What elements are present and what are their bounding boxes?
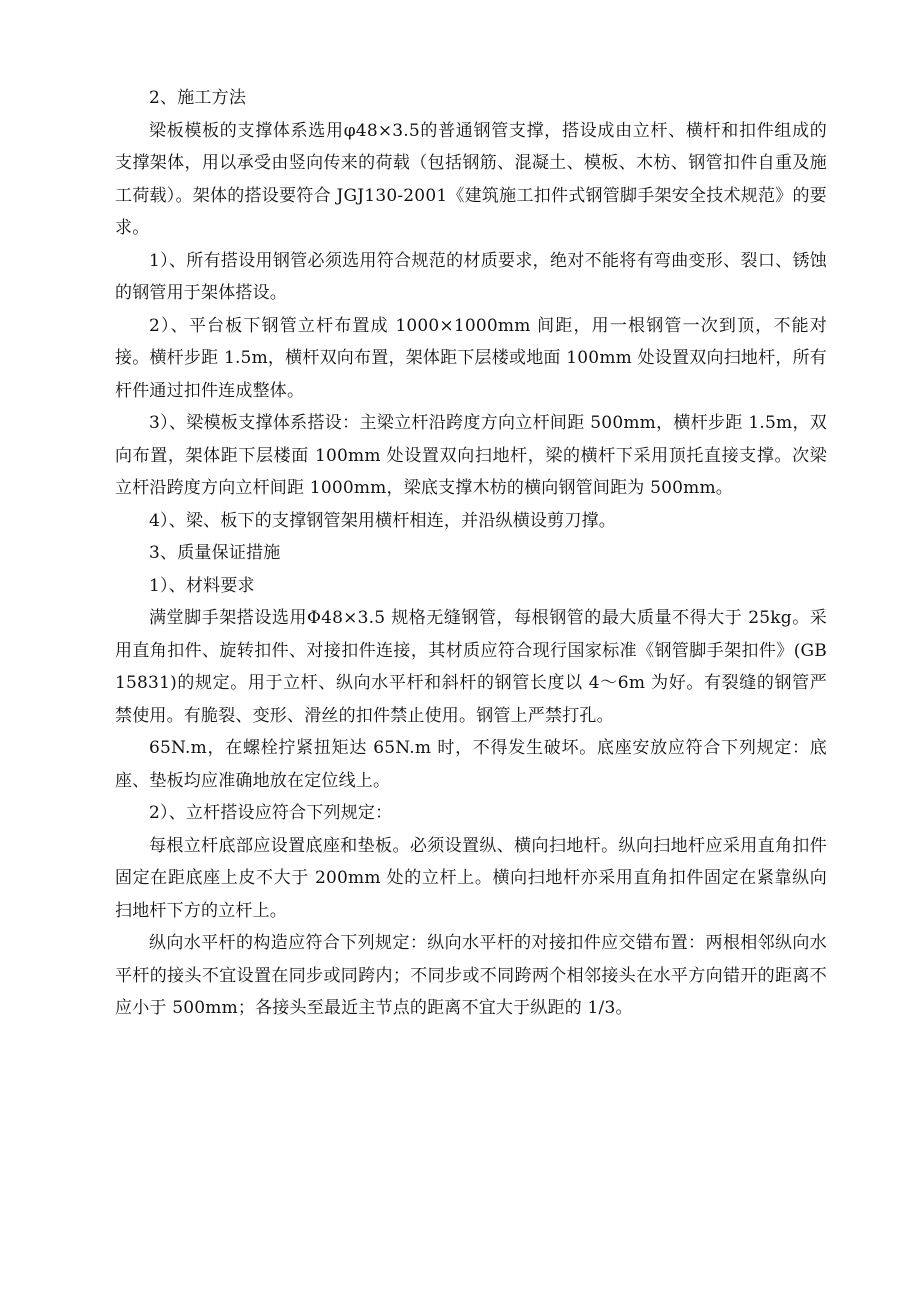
paragraph-horizontal-bar: 纵向水平杆的构造应符合下列规定：纵向水平杆的对接扣件应交错布置：两根相邻纵向水平杆的接头不宜设置在同步或同跨内；不同步或不同跨两个相邻接头在水平方向错开的距离不应小于 500mm；各接头至最近主节点的距离不宜大于纵距的 1/3。 [115,933,827,1018]
section-heading-construction-method: 2、施工方法 [149,88,247,108]
paragraph-bolt-torque: 65N.m，在螺栓拧紧扭矩达 65N.m 时，不得发生破坏。底座安放应符合下列规定：底座、垫板均应准确地放在定位线上。 [115,738,827,791]
document-body [115,82,827,1025]
paragraph-item-1-steel-pipe: 1）、所有搭设用钢管必须选用符合规范的材质要求，绝对不能将有弯曲变形、裂口、锈蚀的钢管用于架体搭设。 [115,250,827,303]
subheading-pole-erection: 2）、立杆搭设应符合下列规定： [149,803,393,823]
paragraph-support-system: 梁板模板的支撑体系选用φ48×3.5的普通钢管支撑，搭设成由立杆、横杆和扣件组成的支撑架体，用以承受由竖向传来的荷载（包括钢筋、混凝土、模板、木枋、钢管扣件自重及施工荷载）。架体的搭设要符合 JGJ130-2001《建筑施工扣件式钢管脚手架安全技术规范》的要求。 [115,120,827,238]
paragraph-item-3-beam-formwork: 3）、梁模板支撑体系搭设：主梁立杆沿跨度方向立杆间距 500mm，横杆步距 1.5m，双向布置，架体距下层楼面 100mm 处设置双向扫地杆，梁的横杆下采用顶托直接支撑。次梁立杆沿跨度方向立杆间距 1000mm，梁底支撑木枋的横向钢管间距为 500mm。 [115,413,827,498]
section-heading-quality-assurance: 3、质量保证措施 [149,543,281,563]
subheading-material-requirements: 1）、材料要求 [149,575,255,596]
paragraph-scaffold-material: 满堂脚手架搭设选用Φ48×3.5 规格无缝钢管，每根钢管的最大质量不得大于 25kg。采用直角扣件、旋转扣件、对接扣件连接，其材质应符合现行国家标准《钢管脚手架扣件》(GB15831)的规定。用于立杆、纵向水平杆和斜杆的钢管长度以 4～6m 为好。有裂缝的钢管严禁使用。有脆裂、变形、滑丝的扣件禁止使用。钢管上严禁打孔。 [115,608,827,726]
paragraph-pole-base: 每根立杆底部应设置底座和垫板。必须设置纵、横向扫地杆。纵向扫地杆应采用直角扣件固定在距底座上皮不大于 200mm 处的立杆上。横向扫地杆亦采用直角扣件固定在紧靠纵向扫地杆下方的立杆上。 [115,835,827,921]
paragraph-item-4-bracing: 4）、梁、板下的支撑钢管架用横杆相连，并沿纵横设剪刀撑。 [149,510,616,531]
paragraph-item-2-platform-pole: 2）、平台板下钢管立杆布置成 1000×1000mm 间距，用一根钢管一次到顶，不能对接。横杆步距 1.5m，横杆双向布置，架体距下层楼或地面 100mm 处设置双向扫地杆，所有杆件通过扣件连成整体。 [115,315,827,401]
